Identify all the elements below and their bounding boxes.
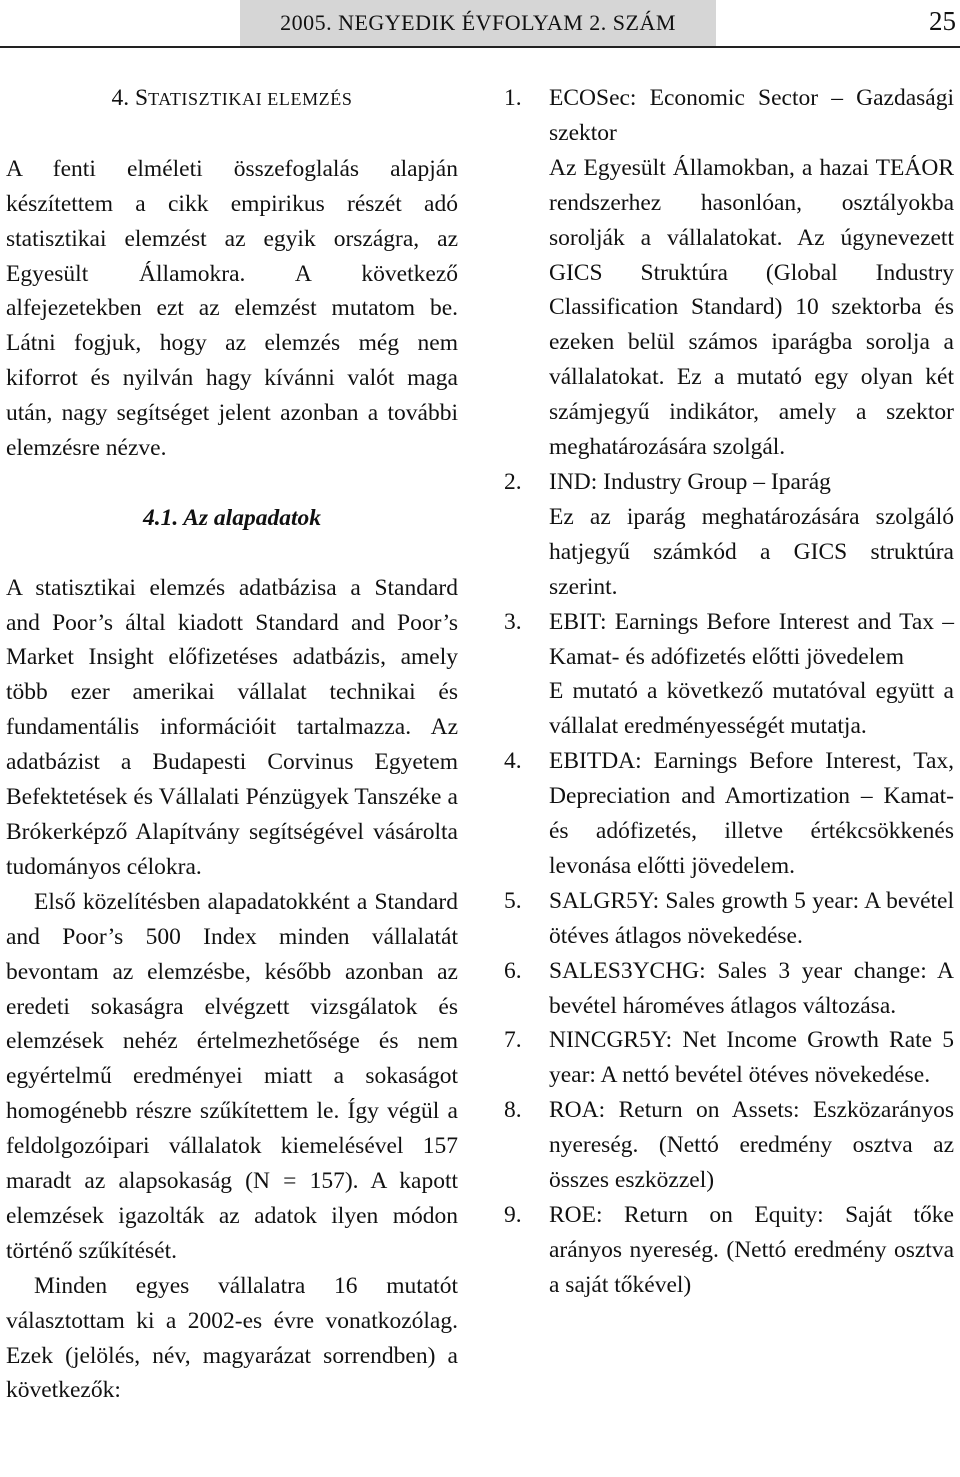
indicator-item xyxy=(496,744,954,884)
indicator-title: ECOSec: Economic Sector – Gazdasági szektor xyxy=(549,85,954,146)
indicator-description: E mutató a következő mutatóval együtt a vállalat eredményességét mutatja. xyxy=(549,678,954,740)
body-paragraph-2: Első közelítésben alapadatokként a Standard and Poor’s 500 Index minden vállalatát bevontam az elemzésbe, később azonban az eredeti sokaságra elvégzett vizsgálatok és elemzések nehéz értelmezhetősége és nem egyértelmű eredményei miatt a sokaságot homogénebb részre szűkítettem le. Így végül a feldolgozóipari vállalatok kiemelésével 157 maradt az alapsokaság (N = 157). A kapott elemzések igazolták az adatok ilyen módon történő szűkítését. xyxy=(6,888,458,1264)
indicator-item xyxy=(496,884,954,954)
indicator-item xyxy=(496,605,954,745)
running-header xyxy=(240,0,716,46)
indicator-number: 2. xyxy=(504,468,522,495)
body-paragraph-1: A statisztikai elemzés adatbázisa a Standard and Poor’s által kiadott Standard and Poor’s Market Insight előfizetéses adatbázis, amely több ezer amerikai vállalat technikai és fundamentális információit tartalmazza. Az adatbázist a Budapesti Corvinus Egyetem Befektetések és Vállalati Pénzügyek Tanszéke a Brókerképző Alapítvány segítségével vásárolta tudományos célokra. xyxy=(6,574,458,880)
indicator-title: ROA: Return on Assets: Eszközarányos nyereség. (Nettó eredmény osztva az összes eszközzel) xyxy=(549,1097,954,1194)
indicator-title: ROE: Return on Equity: Saját tőke arányos nyereség. (Nettó eredmény osztva a saját tőkével) xyxy=(549,1202,954,1298)
left-column xyxy=(6,81,458,1408)
indicator-title: EBIT: Earnings Before Interest and Tax – Kamat- és adófizetés előtti jövedelem xyxy=(549,608,954,670)
section-heading xyxy=(6,81,458,117)
right-column xyxy=(496,81,954,1303)
indicator-title: NINCGR5Y: Net Income Growth Rate 5 year: A nettó bevétel ötéves növekedése. xyxy=(549,1027,954,1089)
indicator-description: Ez az iparág meghatározására szolgáló hatjegyű számkód a GICS struktúra szerint. xyxy=(549,503,954,600)
header-rule xyxy=(0,46,960,48)
indicator-description: Az Egyesült Államokban, a hazai TEÁOR rendszerhez hasonlóan, osztályokba sorolják a vállalatokat. Az úgynevezett GICS Struktúra (Global Industry Classification Standard) 10 szektorba és ezeken belül számos iparágba sorolja a vállalatokat. Ez a mutató egy olyan két számjegyű indikátor, amely a szektor meghatározására szolgál. xyxy=(549,154,954,461)
indicator-number: 7. xyxy=(504,1027,522,1054)
indicator-title: SALES3YCHG: Sales 3 year change: A bevétel hároméves átlagos változása. xyxy=(549,957,954,1019)
indicator-item xyxy=(496,465,954,605)
subsection-heading: 4.1. Az alapadatok xyxy=(142,504,321,531)
indicator-number: 8. xyxy=(504,1097,522,1124)
indicator-title: EBITDA: Earnings Before Interest, Tax, Depreciation and Amortization – Kamat- és adófizetés, illetve értékcsökkenés levonása előtti jövedelem. xyxy=(549,748,954,879)
indicator-title: SALGR5Y: Sales growth 5 year: A bevétel ötéves átlagos növekedése. xyxy=(549,887,954,949)
section-title-rest: TATISZTIKAI ELEMZÉS xyxy=(148,89,353,109)
indicator-number: 1. xyxy=(504,85,522,111)
indicator-number: 4. xyxy=(504,748,522,775)
indicator-number: 9. xyxy=(504,1202,522,1228)
indicator-item xyxy=(496,1198,954,1303)
indicator-item xyxy=(496,954,954,1024)
page-number: 25 xyxy=(929,6,956,36)
indicator-number: 3. xyxy=(504,608,522,635)
body-paragraph-3: Minden egyes vállalatra 16 mutatót választottam ki a 2002-es évre vonatkozólag. Ezek (jelölés, név, magyarázat sorrendben) a következők: xyxy=(6,1272,458,1404)
indicator-number: 5. xyxy=(504,887,522,914)
indicator-title: IND: Industry Group – Iparág xyxy=(549,468,831,495)
indicator-item xyxy=(496,1093,954,1198)
indicator-item xyxy=(496,1023,954,1093)
indicator-item xyxy=(496,81,954,465)
indicator-list xyxy=(496,81,954,1303)
section-title-initial: S xyxy=(134,85,149,111)
section-number: 4. xyxy=(111,85,130,111)
intro-paragraph: A fenti elméleti összefoglalás alapján készítettem a cikk empirikus részét adó statisztikai elemzést az egyik országra, az Egyesült Államokra. A következő alfejezetekben ezt az elemzést mutatom be. Látni fogjuk, hogy az elemzés még nem kiforrot és nyilván hagy kívánni valót maga után, nagy segítséget jelent azonban a további elemzésre nézve. xyxy=(6,155,458,462)
indicator-number: 6. xyxy=(504,957,522,984)
journal-issue: 2005. NEGYEDIK ÉVFOLYAM 2. SZÁM xyxy=(280,10,676,35)
